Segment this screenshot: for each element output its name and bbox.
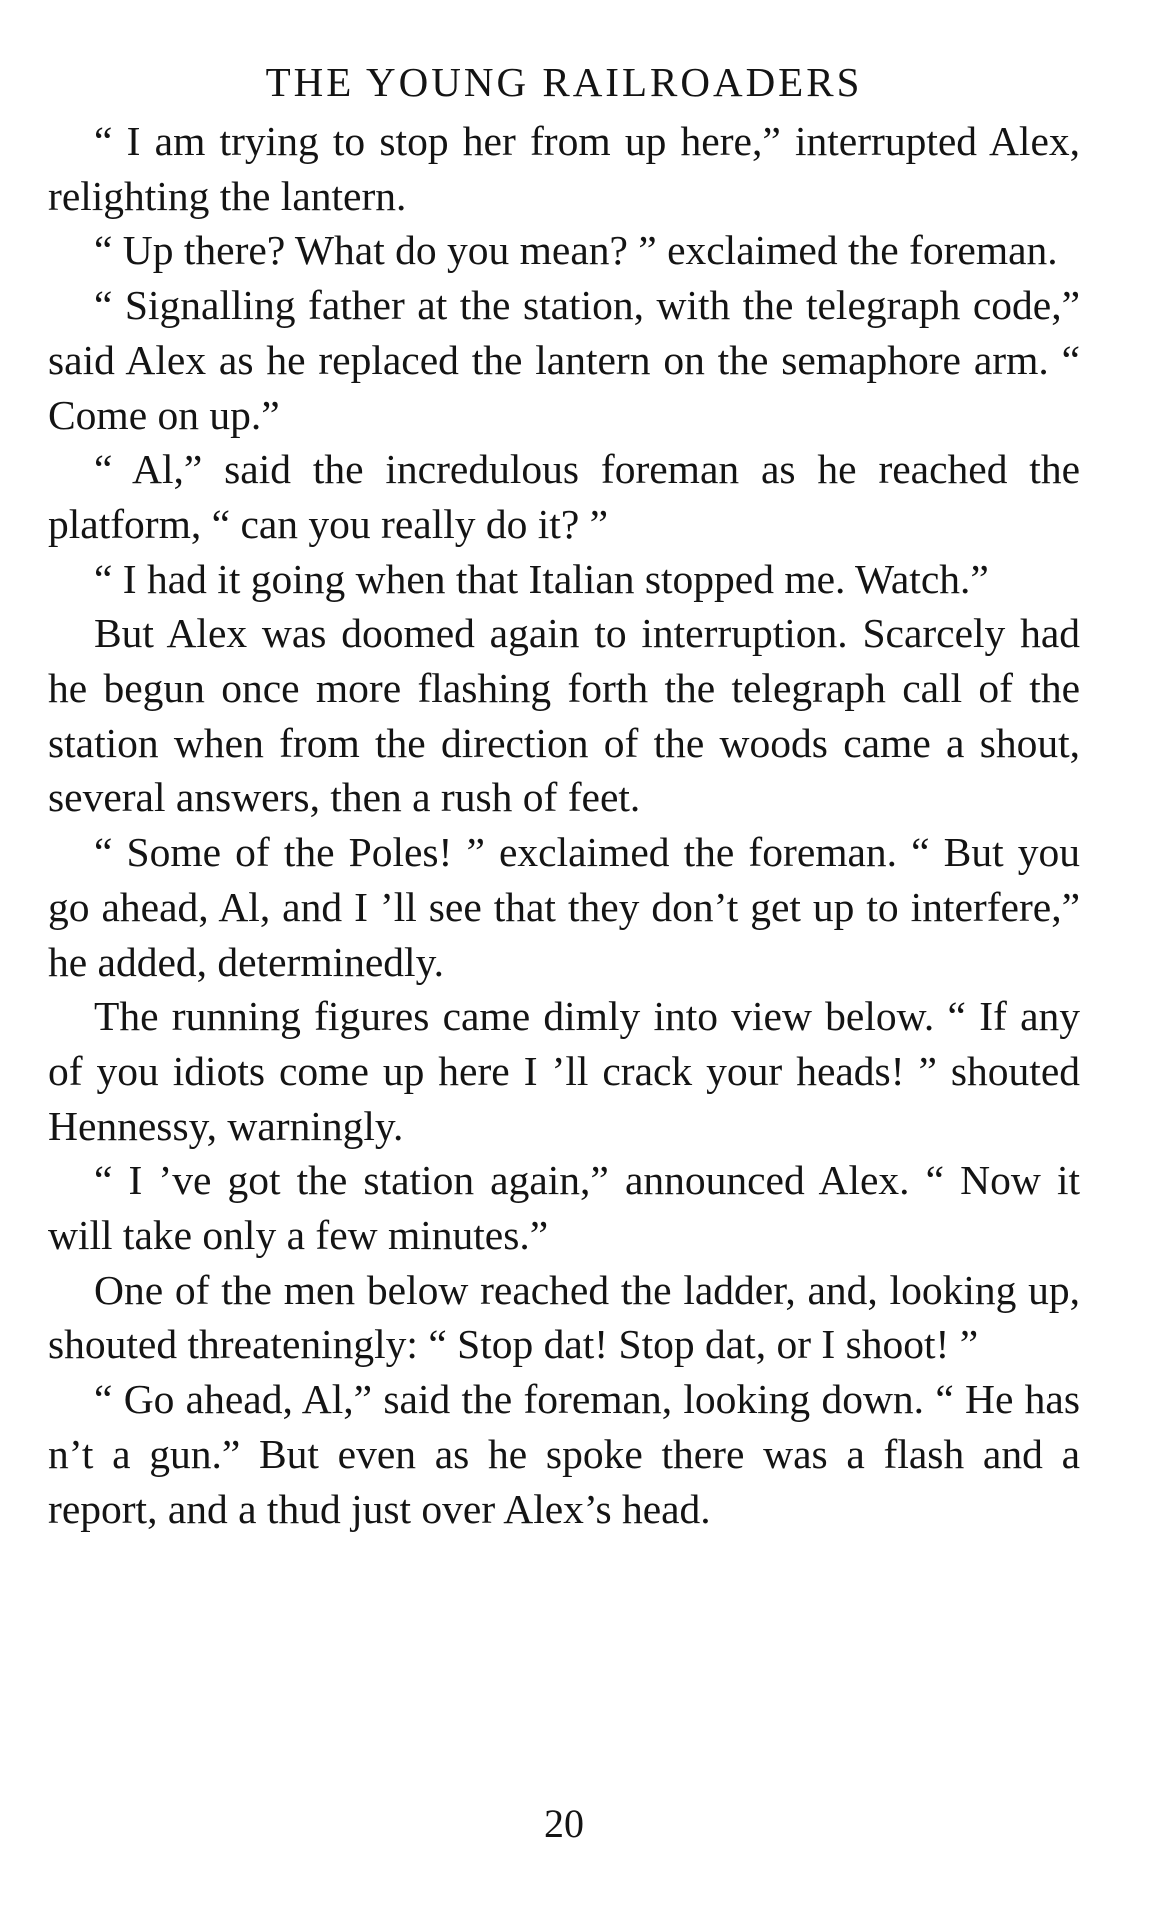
paragraph: “ Some of the Poles! ” exclaimed the foreman. “ But you go ahead, Al, and I ’ll see that they don’t get up to interfere,” he added, determinedly. <box>48 829 1080 985</box>
body-text <box>48 114 1080 1536</box>
paragraph: The running figures came dimly into view below. “ If any of you idiots come up here I ’ll crack your heads! ” shouted Hennessy, warningly. <box>48 993 1080 1149</box>
paragraph: One of the men below reached the ladder, and, looking up, shouted threateningly: “ Stop dat! Stop dat, or I shoot! ” <box>48 1266 1080 1368</box>
paragraph: But Alex was doomed again to interruption. Scarcely had he begun once more flashing forth the telegraph call of the station when from the direction of the woods came a shout, several answers, then a rush of feet. <box>48 610 1080 821</box>
page-number: 20 <box>544 1801 584 1846</box>
running-head: THE YOUNG RAILROADERS <box>265 59 863 105</box>
paragraph: “ Signalling father at the station, with the telegraph code,” said Alex as he replaced the lantern on the semaphore arm. “ Come on up.” <box>48 282 1080 438</box>
paragraph: “ I had it going when that Italian stopped me. Watch.” <box>94 555 989 602</box>
book-page <box>48 52 1080 1872</box>
paragraph: “ I am trying to stop her from up here,” interrupted Alex, relighting the lantern. <box>48 118 1080 219</box>
paragraph: “ Go ahead, Al,” said the foreman, looking down. “ He has n’t a gun.” But even as he spoke there was a flash and a report, and a thud just over Alex’s head. <box>48 1376 1080 1532</box>
paragraph: “ Up there? What do you mean? ” exclaimed the foreman. <box>94 227 1058 274</box>
paragraph: “ I ’ve got the station again,” announced Alex. “ Now it will take only a few minutes.” <box>48 1157 1080 1259</box>
paragraph: “ Al,” said the incredulous foreman as he reached the platform, “ can you really do it? ” <box>48 446 1080 547</box>
